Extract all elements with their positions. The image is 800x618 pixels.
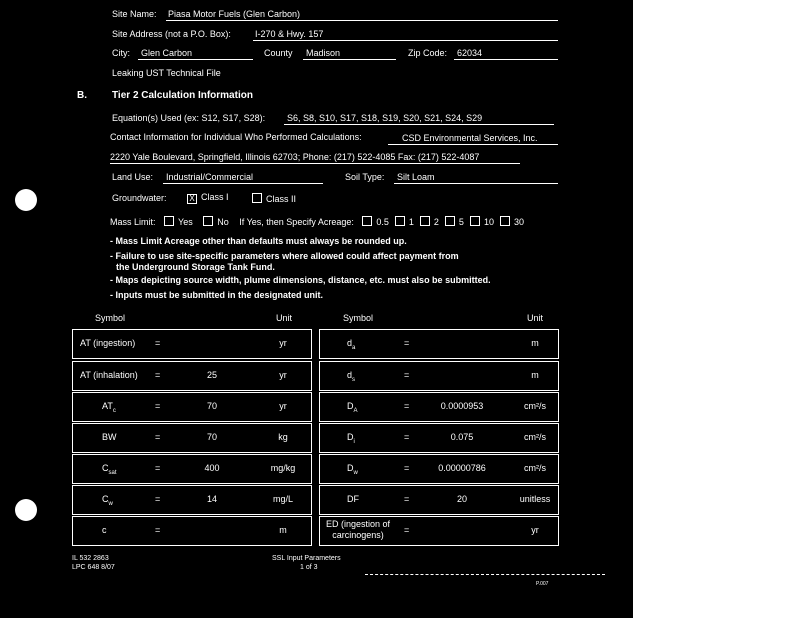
- site-address-underline: [253, 40, 558, 41]
- row-unit: yr: [531, 525, 539, 535]
- row-value[interactable]: 25: [206, 370, 217, 380]
- city-underline: [138, 59, 253, 60]
- symbol-text: D: [347, 401, 354, 411]
- row-unit: cm²/s: [524, 463, 546, 473]
- acreage-option-label: 1: [408, 217, 414, 227]
- symbol-text: AT: [102, 401, 113, 411]
- class2-label: Class II: [266, 194, 297, 204]
- contact-label: Contact Information for Individual Who Performed Calculations:: [110, 132, 362, 142]
- row-symbol: [347, 402, 358, 414]
- zip-underline: [454, 59, 558, 60]
- row-value[interactable]: 0.00000786: [438, 463, 486, 473]
- row-unit: mg/L: [272, 494, 293, 504]
- mass-limit-label: Mass Limit:: [110, 217, 156, 227]
- equals-sign: =: [155, 494, 161, 504]
- site-name-label: Site Name:: [112, 9, 157, 19]
- class1-label: Class I: [201, 192, 229, 202]
- row-symbol: [319, 519, 397, 541]
- row-unit: kg: [278, 432, 288, 442]
- symbol-text: ED (ingestion of carcinogens): [325, 519, 391, 540]
- mass-no-label: No: [217, 217, 229, 227]
- land-use-value: Industrial/Commercial: [166, 172, 254, 182]
- equals-sign: =: [155, 401, 161, 411]
- contact-address-underline: [110, 163, 520, 164]
- row-value[interactable]: 20: [456, 494, 467, 504]
- left-symbol-header: Symbol: [95, 313, 126, 323]
- mass-yes-checkbox[interactable]: [164, 216, 174, 226]
- right-unit-header: Unit: [527, 313, 544, 323]
- county-underline: [303, 59, 396, 60]
- section-letter: B.: [77, 90, 87, 101]
- equals-sign: =: [404, 432, 410, 442]
- row-symbol: [347, 339, 355, 351]
- row-unit: yr: [279, 370, 287, 380]
- acreage-checkbox[interactable]: [362, 216, 372, 226]
- equations-label: Equation(s) Used (ex: S12, S17, S28):: [112, 113, 266, 123]
- symbol-subscript: w: [108, 500, 113, 507]
- equals-sign: =: [155, 463, 161, 473]
- equals-sign: =: [155, 432, 161, 442]
- soil-type-label: Soil Type:: [345, 172, 385, 182]
- binder-hole-bottom: [15, 499, 37, 521]
- bullet-4: - Inputs must be submitted in the designated unit.: [110, 290, 324, 300]
- site-address-label: Site Address (not a P.O. Box):: [112, 29, 231, 39]
- equals-sign: =: [404, 401, 410, 411]
- symbol-text: C: [102, 463, 109, 473]
- footer-title: SSL Input Parameters: [272, 555, 341, 562]
- symbol-text: D: [347, 432, 354, 442]
- section-title: Tier 2 Calculation Information: [112, 90, 253, 101]
- contact-company: CSD Environmental Services, Inc.: [402, 133, 538, 143]
- symbol-subscript: A: [353, 407, 358, 414]
- soil-type-value: Silt Loam: [397, 172, 435, 182]
- right-symbol-header: Symbol: [343, 313, 374, 323]
- land-use-label: Land Use:: [112, 172, 154, 182]
- row-unit: m: [531, 370, 539, 380]
- footer-stamp: P.007: [536, 581, 549, 587]
- symbol-subscript: sat: [108, 469, 117, 476]
- row-symbol: [80, 371, 138, 380]
- row-symbol: [102, 464, 117, 476]
- bullet-2-cont: the Underground Storage Tank Fund.: [116, 262, 275, 272]
- symbol-text: C: [102, 494, 109, 504]
- footer-page: 1 of 3: [300, 564, 318, 571]
- symbol-text: c: [102, 525, 107, 535]
- symbol-subscript: a: [352, 344, 356, 351]
- acreage-checkbox[interactable]: [445, 216, 455, 226]
- equals-sign: =: [404, 338, 410, 348]
- mass-limit-row: [110, 216, 524, 227]
- row-value[interactable]: 400: [204, 463, 220, 473]
- row-value[interactable]: 70: [206, 432, 217, 442]
- symbol-text: AT (ingestion): [80, 338, 136, 348]
- bullet-1: - Mass Limit Acreage other than defaults must always be rounded up.: [110, 236, 407, 246]
- site-address-value: I-270 & Hwy. 157: [255, 29, 324, 39]
- row-symbol: [102, 526, 107, 535]
- mass-yes-label: Yes: [178, 217, 193, 227]
- class2-checkbox[interactable]: [252, 193, 262, 203]
- city-label: City:: [112, 48, 130, 58]
- leaking-ust-file: Leaking UST Technical File: [112, 68, 221, 78]
- footer-form-number: LPC 648 8/07: [72, 564, 115, 571]
- row-value[interactable]: 70: [206, 401, 217, 411]
- county-label: County: [264, 48, 293, 58]
- row-unit: m: [531, 338, 539, 348]
- equals-sign: =: [155, 525, 161, 535]
- county-value: Madison: [306, 48, 341, 58]
- bullet-3: - Maps depicting source width, plume dimensions, distance, etc. must also be submitted.: [110, 275, 491, 285]
- symbol-text: DF: [347, 494, 359, 504]
- acreage-option-label: 2: [433, 217, 439, 227]
- symbol-text: BW: [102, 432, 117, 442]
- row-symbol: [102, 402, 116, 414]
- equations-value: S6, S8, S10, S17, S18, S19, S20, S21, S24, S29: [287, 113, 483, 123]
- city-value: Glen Carbon: [141, 48, 193, 58]
- row-symbol: [347, 371, 355, 383]
- row-unit: unitless: [519, 494, 551, 504]
- row-unit: yr: [279, 338, 287, 348]
- symbol-subscript: i: [353, 438, 355, 445]
- bullet-2: - Failure to use site-specific parameters where allowed could affect payment from: [110, 251, 459, 261]
- symbol-text: D: [347, 463, 354, 473]
- left-unit-header: Unit: [276, 313, 293, 323]
- row-value[interactable]: 0.0000953: [440, 401, 484, 411]
- row-symbol: [347, 495, 359, 504]
- class2-option[interactable]: [252, 193, 296, 204]
- zip-value: 62034: [457, 48, 483, 58]
- footer-form-id: IL 532 2863: [72, 555, 109, 562]
- row-unit: cm²/s: [524, 432, 546, 442]
- contact-company-underline: [388, 144, 558, 145]
- zip-label: Zip Code:: [408, 48, 448, 58]
- acreage-checkbox[interactable]: [500, 216, 510, 226]
- symbol-text: d: [347, 338, 353, 348]
- equals-sign: =: [155, 370, 161, 380]
- footer-dashed-line: [365, 574, 605, 575]
- row-symbol: [347, 433, 355, 445]
- mass-no-checkbox[interactable]: [203, 216, 213, 226]
- symbol-subscript: w: [353, 469, 358, 476]
- row-value[interactable]: 14: [206, 494, 217, 504]
- row-unit: yr: [279, 401, 287, 411]
- row-value[interactable]: 0.075: [450, 432, 474, 442]
- symbol-text: d: [347, 370, 353, 380]
- row-symbol: [102, 495, 113, 507]
- acreage-checkbox[interactable]: [420, 216, 430, 226]
- equations-underline: [284, 124, 554, 125]
- groundwater-label: Groundwater:: [112, 193, 167, 203]
- acreage-option-label: 30: [513, 217, 524, 227]
- row-unit: m: [279, 525, 287, 535]
- equals-sign: =: [404, 370, 410, 380]
- symbol-text: AT (inhalation): [80, 370, 138, 380]
- row-symbol: [347, 464, 358, 476]
- acreage-option-label: 10: [483, 217, 494, 227]
- row-unit: mg/kg: [270, 463, 296, 473]
- row-unit: cm²/s: [524, 401, 546, 411]
- equals-sign: =: [404, 525, 410, 535]
- acreage-options: [356, 217, 524, 227]
- equals-sign: =: [404, 494, 410, 504]
- acreage-option-label: 5: [458, 217, 464, 227]
- binder-hole-top: [15, 189, 37, 211]
- equals-sign: =: [155, 338, 161, 348]
- symbol-subscript: s: [352, 376, 356, 383]
- acreage-label: If Yes, then Specify Acreage:: [239, 217, 354, 227]
- acreage-checkbox[interactable]: [395, 216, 405, 226]
- class1-option[interactable]: [187, 193, 229, 204]
- site-name-underline: [166, 20, 558, 21]
- acreage-checkbox[interactable]: [470, 216, 480, 226]
- contact-address: 2220 Yale Boulevard, Springfield, Illinois 62703; Phone: (217) 522-4085 Fax: (217) 522-4087: [110, 152, 480, 162]
- soil-type-underline: [394, 183, 558, 184]
- class1-checkbox[interactable]: X: [187, 194, 197, 204]
- land-use-underline: [163, 183, 323, 184]
- row-symbol: [80, 339, 135, 348]
- row-symbol: [102, 433, 117, 442]
- site-name-value: Piasa Motor Fuels (Glen Carbon): [168, 9, 301, 19]
- symbol-subscript: c: [112, 407, 116, 414]
- acreage-option-label: 0.5: [376, 217, 389, 227]
- equals-sign: =: [404, 463, 410, 473]
